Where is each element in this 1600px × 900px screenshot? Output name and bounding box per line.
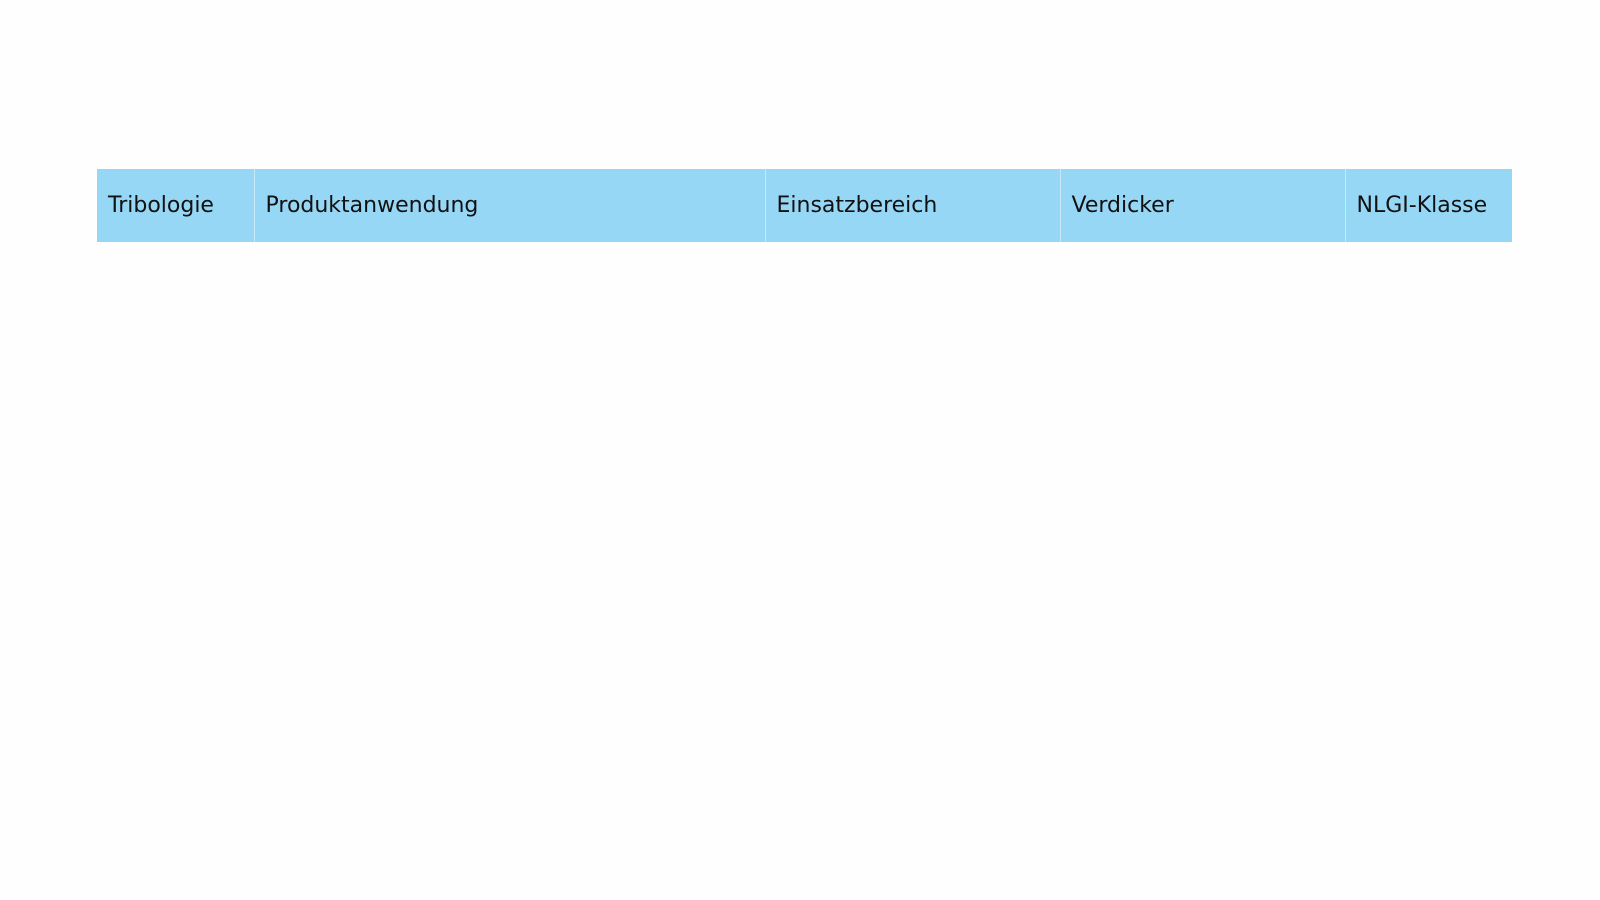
product-table-container (97, 169, 1512, 242)
column-header-verdicker[interactable]: Verdicker (1060, 169, 1345, 242)
product-table (97, 169, 1512, 242)
column-header-nlgi-klasse[interactable]: NLGI-Klasse (1345, 169, 1512, 242)
column-header-produktanwendung[interactable]: Produktanwendung (254, 169, 765, 242)
header-row (97, 169, 1512, 242)
table-header (97, 169, 1512, 242)
column-header-tribologie[interactable]: Tribologie (97, 169, 254, 242)
column-header-einsatzbereich[interactable]: Einsatzbereich (765, 169, 1060, 242)
